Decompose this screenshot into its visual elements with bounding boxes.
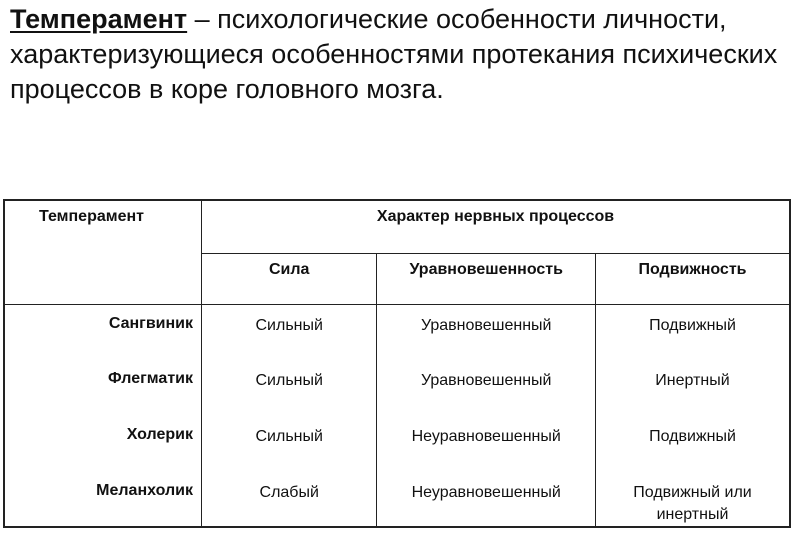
table-row [4, 305, 790, 361]
cell-mobility: Инертный [595, 361, 790, 417]
table-row [4, 361, 790, 417]
cell-mobility: Подвижный [595, 417, 790, 473]
row-name: Холерик [4, 417, 202, 473]
header-mobility: Подвижность [595, 254, 790, 305]
header-temperament: Темперамент [4, 200, 202, 305]
table-row [4, 417, 790, 473]
header-strength: Сила [202, 254, 377, 305]
cell-balance: Неуравновешенный [377, 473, 596, 527]
cell-balance: Уравновешенный [377, 305, 596, 361]
row-name: Сангвиник [4, 305, 202, 361]
cell-strength: Слабый [202, 473, 377, 527]
definition-text: – психологические особенности личности, характеризующиеся особенностями протекания психических процессов в коре головного мозга. [10, 4, 778, 104]
cell-strength: Сильный [202, 305, 377, 361]
temperament-table [3, 199, 791, 528]
cell-strength: Сильный [202, 361, 377, 417]
table-row [4, 473, 790, 527]
cell-strength: Сильный [202, 417, 377, 473]
cell-mobility: Подвижный [595, 305, 790, 361]
definition-paragraph [10, 2, 780, 107]
cell-balance: Неуравновешенный [377, 417, 596, 473]
cell-balance: Уравновешенный [377, 361, 596, 417]
header-nervous-processes: Характер нервных процессов [202, 200, 791, 254]
row-name: Флегматик [4, 361, 202, 417]
definition-term: Темперамент [10, 4, 188, 34]
cell-mobility: Подвижный или инертный [595, 473, 790, 527]
row-name: Меланхолик [4, 473, 202, 527]
header-balance: Уравновешенность [377, 254, 596, 305]
